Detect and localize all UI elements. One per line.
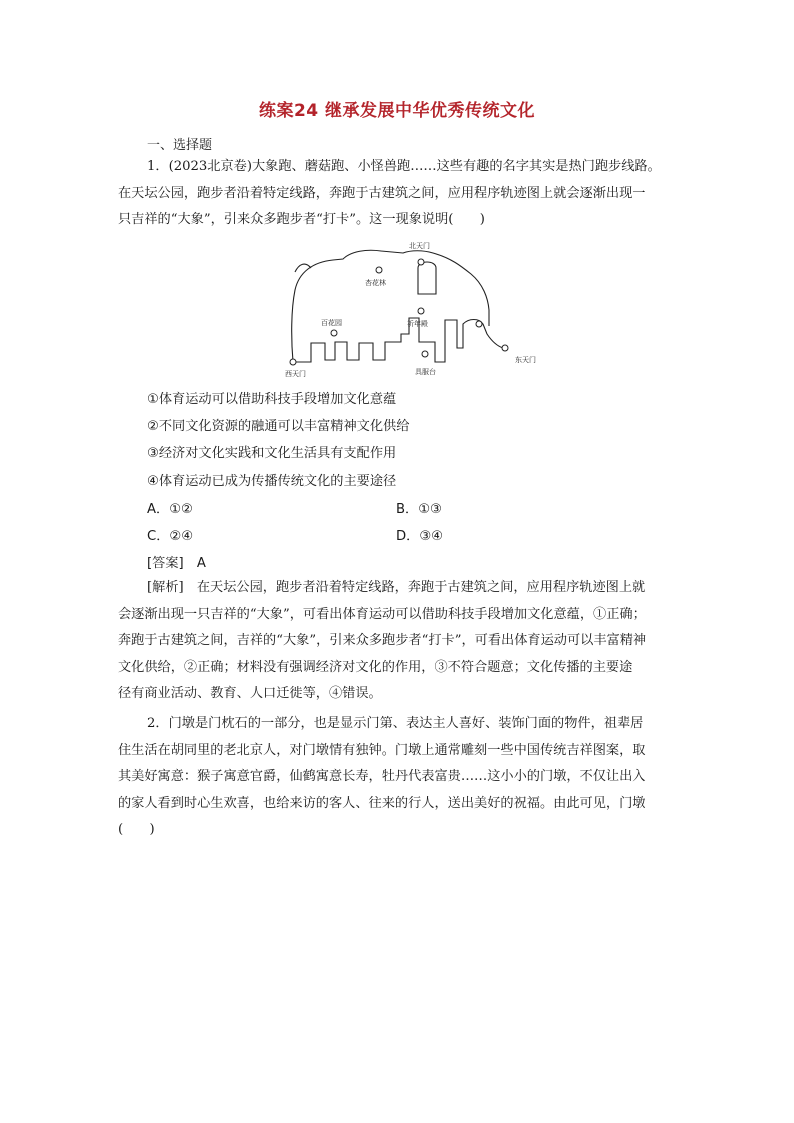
marker-east-gate xyxy=(502,345,508,351)
question-1-stem xyxy=(118,154,678,234)
question-2-line: 的家人看到时心生欢喜，也给来访的客人、往来的行人，送出美好的祝福。由此可见，门墩 xyxy=(118,795,646,811)
analysis-line: [解析] 在天坛公园，跑步者沿着特定线路，奔跑于古建筑之间，应用程序轨迹图上就 xyxy=(147,580,646,595)
choice-c: C．②④ xyxy=(147,529,194,544)
marker-west-gate xyxy=(290,359,296,365)
label-baihua-garden: 百花园 xyxy=(321,319,342,327)
label-west-gate: 西天门 xyxy=(285,370,306,378)
label-north-gate: 北天门 xyxy=(409,242,430,250)
label-apricot-grove: 杏花林 xyxy=(365,279,386,287)
question-2-line: 住生活在胡同里的老北京人，对门墩情有独钟。门墩上通常雕刻一些中国传统吉祥图案，取 xyxy=(118,742,646,758)
statement-3: ③经济对文化实践和文化生活具有支配作用 xyxy=(147,446,397,461)
label-altar: 具服台 xyxy=(415,368,436,376)
analysis-line: 奔跑于古建筑之间，吉祥的“大象”，引来众多跑步者“打卡”，可看出体育运动可以丰富精神 xyxy=(118,633,647,648)
landmark-markers xyxy=(290,259,508,365)
statement-4: ④体育运动已成为传播传统文化的主要途径 xyxy=(147,474,397,489)
question-1-line: 只吉祥的“大象”，引来众多跑步者“打卡”。这一现象说明( ) xyxy=(118,212,485,227)
elephant-route-path xyxy=(292,250,503,362)
statement-1: ①体育运动可以借助科技手段增加文化意蕴 xyxy=(147,392,397,407)
statement-2: ②不同文化资源的融通可以丰富精神文化供给 xyxy=(147,419,410,434)
marker-baihua-garden xyxy=(331,330,337,336)
choice-d: D．③④ xyxy=(396,529,443,544)
question-1-line: 1．(2023北京卷)大象跑、蘑菇跑、小怪兽跑……这些有趣的名字其实是热门跑步线路。 xyxy=(147,159,661,174)
answer: [答案] A xyxy=(147,556,206,571)
choice-a: A．①② xyxy=(147,502,193,517)
elephant-route-map xyxy=(283,238,543,378)
marker-qinian-hall xyxy=(418,308,424,314)
marker-north-gate xyxy=(418,259,424,265)
marker-apricot-grove xyxy=(376,267,382,273)
section-heading: 一、选择题 xyxy=(147,138,213,153)
question-2-line: 2．门墩是门枕石的一部分，也是显示门第、表达主人喜好、装饰门面的物件，祖辈居 xyxy=(147,716,644,731)
label-east-gate: 东天门 xyxy=(515,356,536,364)
marker-east-loop xyxy=(476,321,482,327)
question-2-line: 其美好寓意：猴子寓意官爵，仙鹤寓意长寿，牡丹代表富贵……这小小的门墩，不仅让出入 xyxy=(118,769,646,784)
question-2-stem xyxy=(118,711,678,844)
analysis-line: 会逐渐出现一只吉祥的“大象”，可看出体育运动可以借助科技手段增加文化意蕴，①正确； xyxy=(118,606,646,622)
analysis-line: 文化供给，②正确；材料没有强调经济对文化的作用，③不符合题意；文化传播的主要途 xyxy=(118,659,633,675)
question-2-line: ( ) xyxy=(118,822,155,837)
label-qinian-hall: 祈年殿 xyxy=(407,320,428,328)
analysis xyxy=(118,575,678,708)
analysis-line: 径有商业活动、教育、人口迁徙等，④错误。 xyxy=(118,686,382,701)
question-1-line: 在天坛公园，跑步者沿着特定线路，奔跑于古建筑之间，应用程序轨迹图上就会逐渐出现一 xyxy=(118,185,646,201)
page-title: 练案24 继承发展中华优秀传统文化 xyxy=(258,101,536,121)
marker-altar xyxy=(422,351,428,357)
choice-b: B．①③ xyxy=(396,502,442,517)
